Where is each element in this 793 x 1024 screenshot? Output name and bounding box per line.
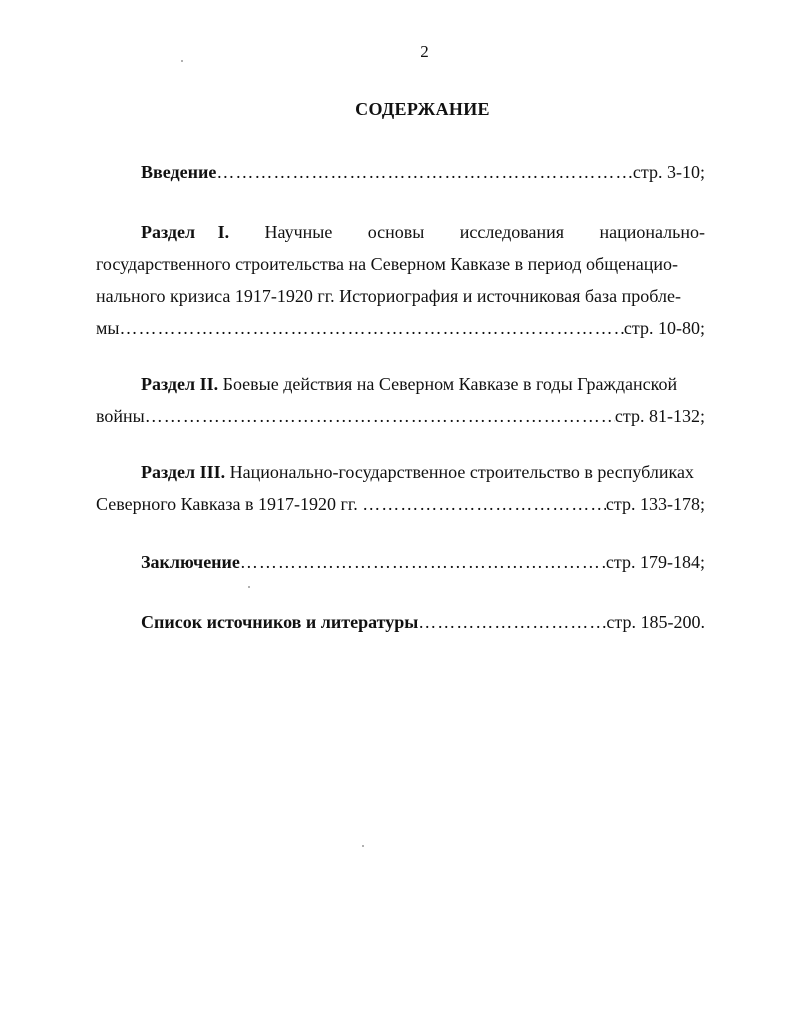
toc-page-ref: стр. 10-80;: [623, 318, 705, 338]
scan-speck: [248, 586, 250, 588]
toc-entry-intro: [96, 156, 705, 188]
dot-leader: [145, 400, 615, 432]
toc-line: [96, 456, 705, 488]
toc-line: [96, 216, 705, 248]
toc-line: [96, 400, 705, 432]
toc-entry-conclusion: [96, 546, 705, 578]
toc-line-start: Северного Кавказа в 1917-1920 гг.: [96, 494, 358, 514]
toc-entry-label: Раздел III.: [141, 462, 226, 482]
toc-line: [96, 368, 705, 400]
toc-line: государственного строительства на Северном Кавказе в период общенацио-: [96, 254, 678, 274]
toc-line: [96, 156, 705, 188]
toc-entry-text: Боевые действия на Северном Кавказе в годы Гражданской: [222, 374, 678, 394]
dot-leader: [240, 546, 606, 578]
toc-page-ref: стр. 3-10;: [632, 162, 705, 182]
toc-entry-label: Введение: [141, 162, 217, 182]
toc-word: Научные: [264, 222, 333, 242]
toc-word: основы: [367, 222, 425, 242]
toc-page-ref: стр. 81-132;: [614, 406, 705, 426]
toc-entry-label: Список источников и литературы: [141, 612, 419, 632]
toc-entry-section-2: [96, 368, 705, 432]
toc-entry-section-1: [96, 216, 705, 344]
toc-line: [96, 546, 705, 578]
dot-leader: [418, 606, 606, 638]
toc-entry-label: Заключение: [141, 552, 240, 572]
page-title: СОДЕРЖАНИЕ: [355, 99, 490, 119]
toc-entry-label: Раздел: [141, 222, 196, 242]
toc-line-start: войны: [96, 406, 145, 426]
toc-word: исследования: [459, 222, 565, 242]
toc-entry-text: Национально-государственное строительство в республиках: [229, 462, 694, 482]
dot-leader: [119, 312, 623, 344]
toc-page-ref: стр. 185-200.: [606, 612, 705, 632]
toc-entry-heading: [141, 216, 229, 248]
toc-word: национально-: [599, 222, 705, 242]
toc-entry-bibliography: [96, 606, 705, 638]
toc-line: [96, 606, 705, 638]
dot-leader: [362, 488, 606, 520]
scan-speck: [362, 845, 364, 847]
toc-line: нального кризиса 1917-1920 гг. Историография и источниковая база пробле-: [96, 286, 681, 306]
dot-leader: [216, 156, 633, 188]
page-number: 2: [420, 42, 429, 61]
toc-page-ref: стр. 133-178;: [605, 494, 705, 514]
scan-speck: [181, 60, 183, 62]
toc-page-ref: стр. 179-184;: [605, 552, 705, 572]
toc-line-start: мы: [96, 318, 120, 338]
toc-line: [96, 488, 705, 520]
toc-entry-numeral: I.: [217, 222, 230, 242]
toc-line: [96, 312, 705, 344]
toc-entry-section-3: [96, 456, 705, 520]
toc-entry-label: Раздел II.: [141, 374, 219, 394]
